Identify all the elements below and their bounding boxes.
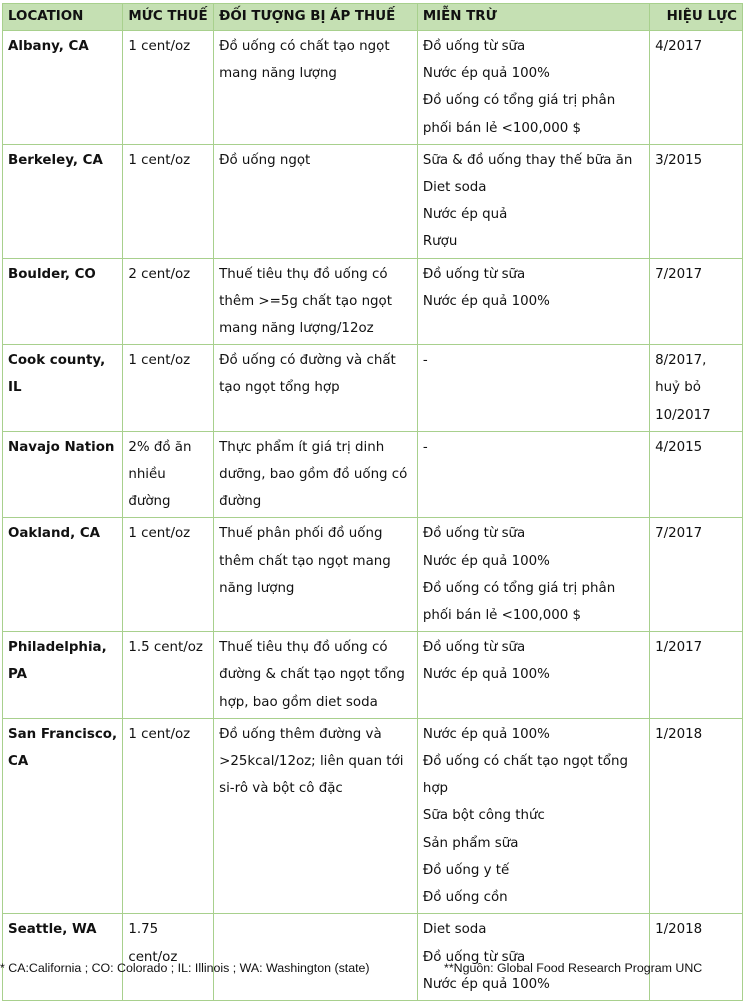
taxed-line: Đồ uống có đường và chất <box>219 353 396 369</box>
exempt-line: - <box>422 353 428 369</box>
taxed-line: dưỡng, bao gồm đồ uống có <box>219 467 408 483</box>
table-header-row <box>3 4 743 31</box>
exempt-line: phối bán lẻ <100,000 $ <box>422 120 582 136</box>
exempt-line: Đồ uống từ sữa <box>422 266 526 282</box>
table-row <box>3 31 743 145</box>
effective-line: 3/2015 <box>655 152 703 168</box>
table-body <box>3 31 743 1001</box>
taxed-line: mang năng lượng/12oz <box>219 321 374 337</box>
exempt-line: Đồ uống từ sữa <box>422 949 526 965</box>
rate-cell: 1 cent/oz <box>123 144 214 258</box>
taxed-line: năng lượng <box>219 580 295 596</box>
rate-cell: 1 cent/oz <box>123 718 214 913</box>
taxed-line: đường & chất tạo ngọt tổng <box>219 667 405 683</box>
effective-cell <box>650 258 743 345</box>
exempt-line: Đồ uống cồn <box>422 890 508 906</box>
taxed-line: Thuế tiêu thụ đồ uống có <box>219 640 388 656</box>
location-cell: Oakland, CA <box>3 518 123 632</box>
effective-line: huỷ bỏ <box>655 380 701 396</box>
exempt-line: Diet soda <box>422 180 487 196</box>
effective-cell <box>650 632 743 719</box>
location-cell: Navajo Nation <box>3 431 123 518</box>
location-cell: Berkeley, CA <box>3 144 123 258</box>
table-row <box>3 718 743 913</box>
taxed-line: Thuế tiêu thụ đồ uống có <box>219 266 388 282</box>
table-row <box>3 345 743 432</box>
exempt-line: Sữa & đồ uống thay thế bữa ăn <box>422 152 633 168</box>
exempt-line: Nước ép quả 100% <box>422 66 550 82</box>
effective-cell <box>650 914 743 1001</box>
rate-cell: 1 cent/oz <box>123 31 214 145</box>
taxed-line: đường <box>219 494 262 510</box>
taxed-cell <box>214 718 418 913</box>
taxed-cell <box>214 345 418 432</box>
table-row <box>3 258 743 345</box>
effective-line: 1/2017 <box>655 640 703 656</box>
table-row <box>3 144 743 258</box>
header-rate: MỨC THUẾ <box>123 4 214 31</box>
exempt-line: Sữa bột công thức <box>422 808 545 824</box>
taxed-cell <box>214 632 418 719</box>
exempt-line: - <box>422 439 428 455</box>
taxed-line: thêm chất tạo ngọt mang <box>219 553 391 569</box>
exempt-line: Nước ép quả 100% <box>422 976 550 992</box>
rate-cell: 1.75 cent/oz <box>123 914 214 1001</box>
exempt-line: Đồ uống có tổng giá trị phân <box>422 580 616 596</box>
exempt-cell <box>417 632 649 719</box>
taxed-cell <box>214 258 418 345</box>
location-cell: San Francisco, CA <box>3 718 123 913</box>
rate-cell: 1 cent/oz <box>123 518 214 632</box>
effective-cell <box>650 431 743 518</box>
taxed-line: Đồ uống ngọt <box>219 152 311 168</box>
header-taxed: ĐỐI TƯỢNG BỊ ÁP THUẾ <box>214 4 418 31</box>
exempt-cell <box>417 718 649 913</box>
exempt-line: Đồ uống từ sữa <box>422 526 526 542</box>
location-cell: Seattle, WA <box>3 914 123 1001</box>
exempt-line: Nước ép quả 100% <box>422 667 550 683</box>
exempt-line: phối bán lẻ <100,000 $ <box>422 608 582 624</box>
taxed-line: thêm >=5g chất tạo ngọt <box>219 293 392 309</box>
effective-line: 7/2017 <box>655 526 703 542</box>
exempt-line: Nước ép quả <box>422 207 508 223</box>
taxed-cell <box>214 518 418 632</box>
exempt-cell <box>417 144 649 258</box>
exempt-cell <box>417 258 649 345</box>
effective-cell <box>650 31 743 145</box>
taxed-line: mang năng lượng <box>219 66 337 82</box>
rate-cell: 1 cent/oz <box>123 345 214 432</box>
exempt-line: Nước ép quả 100% <box>422 726 550 742</box>
taxed-line: hợp, bao gồm diet soda <box>219 694 378 710</box>
effective-line: 4/2017 <box>655 39 703 54</box>
table-row <box>3 431 743 518</box>
taxed-line: Đồ uống thêm đường và <box>219 726 382 742</box>
effective-cell <box>650 345 743 432</box>
exempt-cell <box>417 914 649 1001</box>
exempt-cell <box>417 345 649 432</box>
exempt-line: Sản phẩm sữa <box>422 835 519 851</box>
taxed-line: >25kcal/12oz; liên quan tới <box>219 754 404 770</box>
effective-line: 1/2018 <box>655 726 703 742</box>
taxed-cell <box>214 31 418 145</box>
exempt-line: Đồ uống y tế <box>422 862 510 878</box>
exempt-line: Nước ép quả 100% <box>422 293 550 309</box>
header-effective: HIỆU LỰC <box>650 4 743 31</box>
table-row <box>3 632 743 719</box>
taxed-line: Đồ uống có chất tạo ngọt <box>219 39 390 54</box>
table-row <box>3 914 743 1001</box>
taxed-line: si-rô và bột cô đặc <box>219 781 343 797</box>
exempt-line: Đồ uống có chất tạo ngọt tổng <box>422 754 628 770</box>
taxed-cell <box>214 431 418 518</box>
location-cell: Albany, CA <box>3 31 123 145</box>
footnote: * CA:California ; CO: Colorado ; IL: Illinois ; WA: Washington (state) <box>0 961 370 975</box>
header-exempt: MIỄN TRỪ <box>417 4 649 31</box>
effective-cell <box>650 144 743 258</box>
exempt-line: Diet soda <box>422 922 487 938</box>
sugar-tax-table <box>2 3 743 1001</box>
exempt-cell <box>417 518 649 632</box>
effective-cell <box>650 718 743 913</box>
location-cell: Cook county, IL <box>3 345 123 432</box>
exempt-line: hợp <box>422 781 449 797</box>
exempt-line: Đồ uống từ sữa <box>422 640 526 656</box>
header-location: LOCATION <box>3 4 123 31</box>
exempt-cell <box>417 431 649 518</box>
exempt-cell <box>417 31 649 145</box>
taxed-line: Thuế phân phối đồ uống <box>219 526 383 542</box>
taxed-cell <box>214 144 418 258</box>
taxed-line: tạo ngọt tổng hợp <box>219 380 340 396</box>
effective-line: 10/2017 <box>655 407 711 423</box>
exempt-line: Đồ uống có tổng giá trị phân <box>422 93 616 109</box>
effective-cell <box>650 518 743 632</box>
effective-line: 4/2015 <box>655 439 703 455</box>
exempt-line: Rượu <box>422 234 458 250</box>
taxed-line: Thực phẩm ít giá trị dinh <box>219 439 385 455</box>
effective-line: 7/2017 <box>655 266 703 282</box>
location-cell: Boulder, CO <box>3 258 123 345</box>
location-cell: Philadelphia, PA <box>3 632 123 719</box>
source-note: **Nguồn: Global Food Research Program UNC <box>444 961 703 975</box>
effective-line: 8/2017, <box>655 353 707 369</box>
rate-cell: 2 cent/oz <box>123 258 214 345</box>
rate-cell: 1.5 cent/oz <box>123 632 214 719</box>
exempt-line: Nước ép quả 100% <box>422 553 550 569</box>
table-row <box>3 518 743 632</box>
rate-cell: 2% đồ ăn nhiều đường <box>123 431 214 518</box>
taxed-cell <box>214 914 418 1001</box>
exempt-line: Đồ uống từ sữa <box>422 39 526 54</box>
effective-line: 1/2018 <box>655 922 703 938</box>
